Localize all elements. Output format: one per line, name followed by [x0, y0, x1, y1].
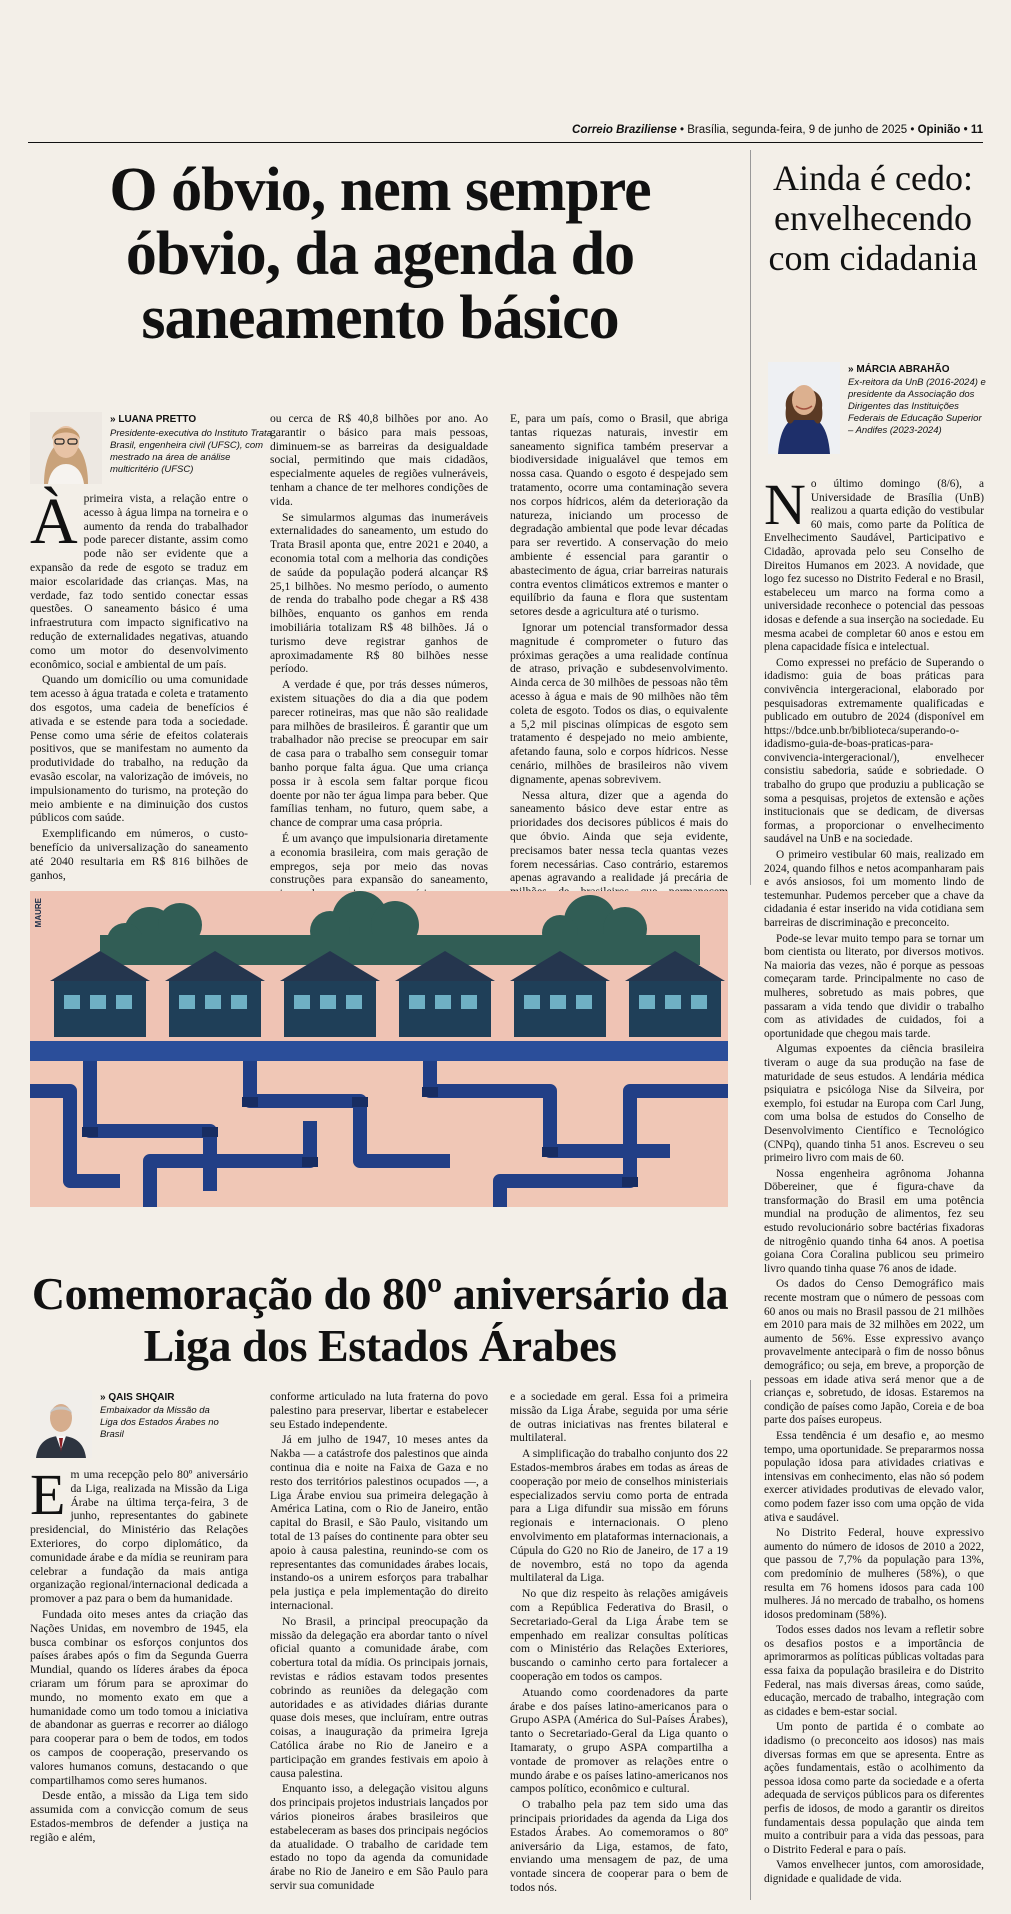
paragraph: Todos esses dados nos levam a refletir sobre os desafios postos e a importância de aprimorarmos as políticas públicas voltadas para essa faixa da população brasileira e do Distrito Federal, nas mais diversas áreas, como saúde, educação, mercado de trabalho, integração com as cidades e bem-estar social. — [764, 1624, 984, 1718]
article3-body — [764, 472, 984, 1900]
paragraph: No que diz respeito às relações amigáveis com a República Federativa do Brasil, o Secretariado-Geral da Liga Árabe tem se empenhado em realizar consultas políticas com o Ministério das Relações Exteriores, buscando o caminho certo para fortalecer a cooperação em todos os campos. — [510, 1587, 728, 1683]
paragraph: No Distrito Federal, houve expressivo aumento do número de idosos de 2010 a 2022, que passou de 7,7% da população para 13%, com predomínio de mulheres (58%), o que resulta em 76 homens idosos para cada 100 mulheres. Já no mercado de trabalho, os homens idosos predominam (58%). — [764, 1527, 984, 1621]
sanitation-illustration — [30, 891, 728, 1207]
paragraph: Nessa altura, dizer que a agenda do saneamento básico deve estar entre as prioridades dos decisores públicos é mais do que óbvio. Ainda que seja evidente, precisamos bater nessa tecla quantas vezes forem necessárias. Caso contrário, estaremos apenas agravando a realidade já precária de — [510, 788, 728, 885]
article2-author — [30, 1390, 260, 1458]
house-window — [205, 995, 221, 1009]
house-window — [231, 995, 247, 1009]
paragraph: Essa tendência é um desafio e, ao mesmo tempo, uma oportunidade. Se prepararmos nossa população idosa para atividades criativas e intensivas em conhecimento, elas não só podem exercer atividades produtivas de elevado valor, como podem fazer isso com uma opção de vida ativa e saudável. — [764, 1429, 984, 1524]
paragraph: A simplificação do trabalho conjunto dos 22 Estados-membros árabes em todas as áreas de cooperação por meio de conselhos ministeriais especializados serviu como porta de entrada para a Liga difundir sua missão em fóruns regionais e internacionais. O pleno envolvimento em plataformas internacionais, a Cúpula do G20 no Rio de Janeiro, de 17 a 19 de novembro, está no topo da agenda multilateral da Liga. — [510, 1447, 728, 1585]
dropcap: N — [764, 472, 806, 537]
house-window — [435, 995, 451, 1009]
column-divider — [750, 150, 751, 885]
paragraph: Fundada oito meses antes da criação das Nações Unidas, em novembro de 1945, ela busca combinar os esforços conjuntos dos países árabes após o fim da Segunda Guerra Mundial, quando os líderes árabes da época criaram um fórum para se aproximar do mundo, no momento exato em que a humanidade como um todo tomou a iniciativa de abandonar as guerras e recorrer ao diálogo para cooperar para o bem de todos, em todos os campos de cooperação, preservando os valores humanos comuns, destacando o que compartilhamos como seres humanos. — [30, 1607, 248, 1787]
paragraph: Exemplificando em números, o custo-benefício da universalização do saneamento até 2040 resultaria em R$ 816 bilhões de ganhos, — [30, 827, 248, 882]
house-window — [294, 995, 310, 1009]
paragraph: O trabalho pela paz tem sido uma das principais prioridades da agenda da Liga dos Estados Árabes. Ao comemoramos o 80º aniversário da Liga, estamos, de fato, enviando uma mensagem de paz, de uma vontade sincera de cooperar para o bem de todos nós. — [510, 1798, 728, 1894]
paragraph: Pode-se levar muito tempo para se tornar um bom cientista ou literato, por diversos motivos. Na maioria das vezes, não é porque as pessoas começaram tarde. Principalmente no caso de mulheres, sobretudo as mais pobres, que passaram a vida tendo que dividir o trabalho com as atividades de cuidados, foi a oportunidade que chegou mais tarde. — [764, 932, 984, 1040]
paragraph: Atuando como coordenadores da parte árabe e dos países latino-americanos para o Grupo ASPA (América do Sul-Países Árabes), tanto o Secretariado-Geral da Liga quanto o Itamaraty, o grupo ASPA compartilha a vontade de promover as relações entre o mundo árabe e os países latino-americanos nos campos político, econômico e cultural. — [510, 1685, 728, 1796]
article2-column-3 — [510, 1390, 728, 1900]
paragraph: Os dados do Censo Demográfico mais recente mostram que o número de pessoas com 60 anos ou mais no Brasil passou de 21 milhões em 2010 para mais de 32 milhões em 2022, um aumento de 56%. Esse expressivo avanço provavelmente anteciparà o fim de nosso bônus demográfico; ou seja, em breve, a proporção de pessoas em idade ativa será menor que a de crianças e, sobretudo, de idosas. Estaremos na condição de países como Japão, Coreia e de boa parte dos países europeus. — [764, 1278, 984, 1427]
paragraph: Algumas expoentes da ciência brasileira tiveram o auge da sua produção na fase de maturidade de seus estudos. A lendária médica psiquiatra e psicóloga Nise da Silveira, por exemplo, foi estudar na Europa com Carl Jung, com uma bolsa de estudos do Conselho de Desenvolvimento Científico e Tecnológico (CNPq), quando tinha 51 anos. Escreveu o seu primeiro livro com mais de 60. — [764, 1043, 984, 1165]
author-name: » MÁRCIA ABRAHÃO — [848, 364, 950, 375]
paragraph: Como expressei no prefácio de Superando o idadismo: guia de boas práticas para convivência intergeracional, elaborado por pesquisadoras extremamente qualificadas e publicado em outubro de 2024 (disponível em https://bdce.unb.br/biblioteca/superando-o-idadismo-guia-de-boas-praticas-para-convivencia-intergeracional/), envelhecer consistiu sabedoria, saúde e sobriedade. O trabalho do grupo que produziu a publicação se soma a pesquisas, projetos de extensão e ações institucionais que se dedicam, de diversas formas, a proporcionar o envelhecimento saudável na UnB e na sociedade. — [764, 656, 984, 846]
house-window — [461, 995, 477, 1009]
house-window — [116, 995, 132, 1009]
article1-column-3 — [510, 412, 728, 884]
house-window — [639, 995, 655, 1009]
house-window — [64, 995, 80, 1009]
author-name: » LUANA PRETTO — [110, 414, 197, 425]
house-window — [90, 995, 106, 1009]
house-window — [320, 995, 336, 1009]
publication-name: Correio Braziliense — [572, 124, 677, 136]
author-photo — [30, 1390, 92, 1458]
article3-author — [768, 362, 988, 454]
paragraph: Enquanto isso, a delegação visitou alguns dos principais projetos industriais lançados por vários pioneiros árabes brasileiros que estabeleceram as bases dos principais negócios da atualidade. O trabalho de caridade tem estado no topo da agenda da comunidade árabe no Rio de Janeiro e em São Paulo para servir sua comunidade — [270, 1782, 488, 1892]
article2-headline: Comemoração do 80º aniversário da Liga dos Estados Árabes — [31, 1268, 729, 1371]
house-window — [550, 995, 566, 1009]
author-photo — [768, 362, 840, 454]
dateline: • Brasília, segunda-feira, 9 de junho de 2025 • — [676, 124, 918, 136]
paragraph: Um ponto de partida é o combate ao idadismo (o preconceito aos idosos) nas mais diversas formas em que se apresenta. Entre as ações fundamentais, estão o acolhimento da pessoa idosa como parte da sociedade e a oferta adequada de serviços públicos para os diferentes perfis de idosos, de modo a garantir os direitos fundamentais dessa população que ainda tem muito a contribuir para a vida das pessoas, para o Distrito Federal e para o país. — [764, 1721, 984, 1856]
article1-author — [30, 412, 280, 484]
house-window — [691, 995, 707, 1009]
section-name: Opinião — [917, 124, 961, 136]
paragraph: E, para um país, como o Brasil, que abriga tantas riquezas naturais, investir em saneamento significa também preservar a biodiversidade inigualável que temos em nossa casa. Quando o esgoto é despejado sem tratamento, ocorre uma contaminação severa nos corpos hídricos, além da deterioração da natureza, iniciando um processo de degradação ambiental que pode levar décadas para ser revertido. A conservação do meio ambiente é essencial para garantir o abastecimento de água, criar barreiras naturais contra eventos climáticos extremos e manter o equilíbrio da fauna e flora que sustentam setores desde a agricultura até o turismo. — [510, 412, 728, 619]
paragraph: É um avanço que impulsionaria diretamente a economia brasileira, com mais geração de empregos, seja por meio das novas construções para expansão do saneamento, — [270, 831, 488, 887]
paragraph: Quando um domicílio ou uma comunidade tem acesso à água tratada e coleta e tratamento dos esgotos, uma cadeia de benefícios é ativada e se estende para toda a sociedade. Pense como uma série de efeitos colaterais positivos, que se manifestam no aumento da produtividade do trabalho, na redução da evasão escolar, na valorização de imóveis, no impulsionamento do turismo, na proteção do meio ambiente e na diminuição dos custos públicos com saúde. — [30, 673, 248, 825]
article3-headline: Ainda é cedo: envelhecendo com cidadania — [768, 158, 978, 278]
dropcap: E — [30, 1462, 66, 1527]
article2-column-2 — [270, 1390, 488, 1900]
top-rule — [28, 142, 983, 143]
paragraph: Ignorar um potencial transformador dessa magnitude é comprometer o futuro das próximas gerações a uma realidade contínua de atraso, privação e subdesenvolvimento. Ainda cerca de 30 milhões de pessoas não têm acesso à água e mais de 90 milhões não têm coleta de esgoto. Todos os dias, o equivalente a 5,2 mil piscinas olímpicas de esgoto sem tratamento é despejado no meio ambiente, afetando fauna, solo e corpos hídricos. Nesse cenário, milhões de brasileiros não vivem dignamente, apenas sobrevivem. — [510, 620, 728, 786]
article1-headline: O óbvio, nem sempre óbvio, da agenda do saneamento básico — [109, 156, 651, 352]
house-window — [524, 995, 540, 1009]
paragraph: primeira vista, a relação entre o acesso à água limpa na torneira e o aumento da renda do trabalhador pode parecer distante, assim como pode não ser evidente que a expansão da rede de esgoto se traduz em maior escolaridade das crianças. Mas, na verdade, faz todo sentido conectar essas questões. O saneamento básico é uma infraestrutura com impacto significativo na redução de externalidades negativas, atuando como um motor do desenvolvimento econômico, social e ambiental de um país. — [30, 492, 248, 671]
paragraph: Nossa engenheira agrônoma Johanna Döbereiner, que é figura-chave da transformação do Brasil em uma potência mundial na produção de alimentos, fez seu estudo revolucionário sobre bactérias fixadoras de nitrogênio quando tinha 64 anos. A poetisa goiana Cora Coralina publicou seu primeiro livro quando tinha quase 76 anos de idade. — [764, 1167, 984, 1275]
paragraph: o último domingo (8/6), a Universidade de Brasília (UnB) realizou a quarta edição do vestibular 60 mais, como parte da Política de Envelhecimento Saudável, Participativo e Cidadão, aprovada pelo seu Conselho de Direitos Humanos em 2023. A novidade, que logo fez sucesso no Distrito Federal e no Brasil, estabeleceu um marco na forma como a universidade reconhece o potencial das pessoas idosas e defende a sua inserção na sociedade. Eu mesma acabei de completar 60 anos e estou em plena capacidade física e intelectual. — [764, 478, 984, 654]
paragraph: conforme articulado na luta fraterna do povo palestino para preservar, libertar e estabelecer seu Estado independente. — [270, 1390, 488, 1431]
author-bio: Ex-reitora da UnB (2016-2024) e presidente da Associação dos Dirigentes das Instituições Federais de Educação Superior – Andifes (2023-2024) — [848, 377, 986, 436]
paragraph: O primeiro vestibular 60 mais, realizado em 2024, quando filhos e netos acompanharam pais e avós ansiosos, foi um momento lindo de testemunhar. Pudemos perceber que a chave da cidadania é estar inserido na vida cotidiana sem barreiras de discriminação e preconceito. — [764, 849, 984, 929]
page-number: • 11 — [960, 124, 983, 136]
illustrator-signature: MAURE — [34, 898, 43, 928]
paragraph: A verdade é que, por trás desses números, existem situações do dia a dia que podem parecer rotineiras, mas que não são realidade para milhões de brasileiros. É garantir que um trabalhador não precise se preocupar em sair de casa para o trabalho sem conseguir tomar banho porque falta água. Que uma criança possa ir à escola sem faltar porque ficou doente por não ter água limpa para beber. Que famílias tenham, no futuro, quem sabe, a chance de comprar uma casa própria. — [270, 678, 488, 830]
author-bio: Presidente-executiva do Instituto Trata Brasil, engenheira civil (UFSC), com mestrado na área de análise multicritério (UFSC) — [110, 428, 272, 475]
author-name: » QAIS SHQAIR — [100, 1392, 175, 1403]
paragraph: e a sociedade em geral. Essa foi a primeira missão da Liga Árabe, seguida por uma série de outras iniciativas nas frentes bilateral e multilateral. — [510, 1390, 728, 1445]
house-window — [346, 995, 362, 1009]
paragraph: No Brasil, a principal preocupação da missão da delegação era abordar tanto o nível oficial quanto a comunidade árabe, com cobertura total da mídia. Os principais jornais, revistas e rádios estavam todos presentes cobrindo as reuniões da delegação com autoridades e as atividades diárias durante quase dois meses, que incluíram, entre outras coisas, a inauguração da primeira Igreja Católica árabe no Rio de Janeiro e a participação em grandes festivais em apoio à causa palestina. — [270, 1614, 488, 1780]
paragraph: m uma recepção pelo 80º aniversário da Liga, realizada na Missão da Liga Árabe na última terça-feira, 3 de junho, representantes do gabinete presidencial, do Ministério das Relações Exteriores, do corpo diplomático, da comunidade árabe e da mídia se reuniram para celebrar a fundação da mais antiga organização regional/internacional dedicada a promover a paz para o bem da humanidade. — [30, 1468, 248, 1606]
paragraph: Desde então, a missão da Liga tem sido assumida com a convicção comum de seus Estados-membros de defender a justiça na região e além, — [30, 1789, 248, 1844]
paragraph: Vamos envelhecer juntos, com amorosidade, dignidade e qualidade de vida. — [764, 1859, 984, 1885]
author-bio: Embaixador da Missão da Liga dos Estados Árabes no Brasil — [100, 1405, 219, 1440]
dropcap: À — [30, 485, 78, 558]
house-window — [665, 995, 681, 1009]
article2-column-1 — [30, 1462, 248, 1900]
house-window — [409, 995, 425, 1009]
paragraph: Já em julho de 1947, 10 meses antes da Nakba — a catástrofe dos palestinos que ainda continua dia e noite na Faixa de Gaza e no resto dos territórios palestinos ocupados —, a Liga Árabe enviou sua primeira delegação à América Latina, com o Rio de Janeiro, então capital do Brasil, e São Paulo, visitando um total de 13 países do continente para obter seu apoio à causa palestina, reunindo-se com os representantes das comunidades árabes locais, instando-os a unirem esforços para trabalhar pela justiça e pela implementação do direito internacional. — [270, 1433, 488, 1612]
author-photo — [30, 412, 102, 484]
house-window — [576, 995, 592, 1009]
article1-column-2 — [270, 412, 488, 887]
paragraph: ou cerca de R$ 40,8 bilhões por ano. Ao garantir o básico para mais pessoas, diminuem-se as barreiras da desigualdade social, permitindo que mais cidadãos, especialmente aqueles de regiões vulneráveis, tenham a chance de ter melhores condições de vida. — [270, 412, 488, 508]
paragraph: Se simularmos algumas das inumeráveis externalidades do saneamento, um estudo do Trata Brasil aponta que, entre 2021 e 2040, a economia total com a melhoria das condições de saúde da população poderá alcançar R$ 25,1 bilhões. No mesmo período, o aumento de renda do trabalho pode chegar a R$ 438 bilhões, enquanto os ganhos em renda imobiliária totalizam R$ 48 bilhões. Já o turismo deve registrar ganhos de aproximadamente R$ 80 bilhões nesse período. — [270, 510, 488, 676]
house-window — [179, 995, 195, 1009]
masthead — [28, 124, 983, 144]
article1-column-1 — [30, 485, 248, 884]
column-divider-lower — [750, 1380, 751, 1900]
